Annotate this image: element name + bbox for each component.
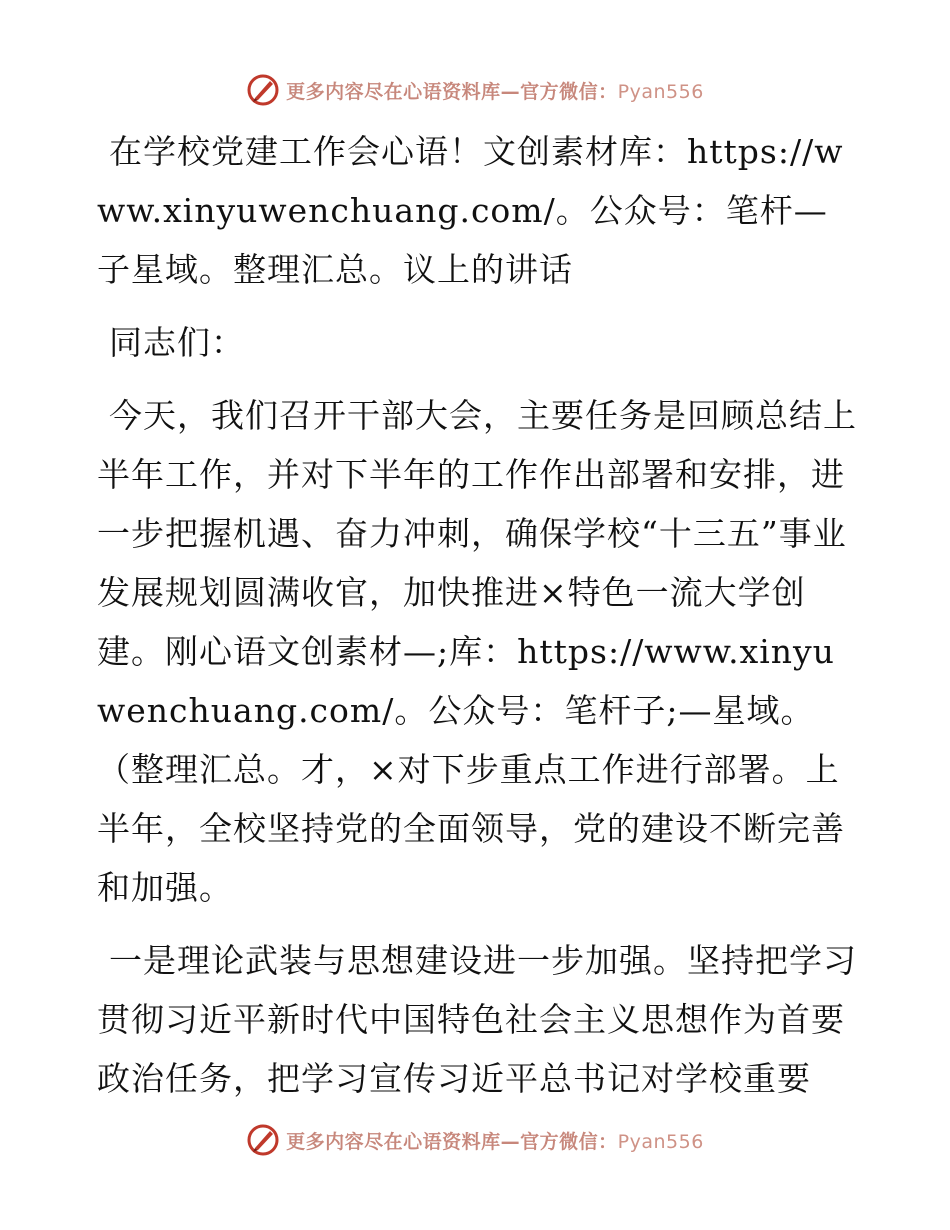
footer-banner-handle: Pyan556 bbox=[617, 1130, 704, 1153]
footer-banner-text bbox=[286, 1127, 704, 1154]
header-banner-label: 更多内容尽在心语资料库—官方微信： bbox=[286, 80, 618, 103]
paragraph-title: 在学校党建工作会心语！文创素材库：https://www.xinyuwenchuang.com/。公众号：笔杆—子星域。整理汇总。议上的讲话 bbox=[97, 132, 844, 289]
header-watermark-banner bbox=[0, 70, 950, 110]
paragraph-point-one: 一是理论武装与思想建设进一步加强。坚持把学习贯彻习近平新时代中国特色社会主义思想作为首要政治任务，把学习宣传习近平总书记对学校重要 bbox=[97, 941, 857, 1098]
footer-banner-label: 更多内容尽在心语资料库—官方微信： bbox=[286, 1130, 618, 1153]
header-banner-text bbox=[286, 77, 704, 104]
header-banner-handle: Pyan556 bbox=[617, 80, 704, 103]
quill-pen-logo-icon bbox=[246, 1123, 280, 1157]
paragraph-salutation: 同志们： bbox=[109, 323, 245, 362]
paragraph-intro: 今天，我们召开干部大会，主要任务是回顾总结上半年工作，并对下半年的工作作出部署和安排，进一步把握机遇、奋力冲刺，确保学校“十三五”事业发展规划圆满收官，加快推进×特色一流大学创建。刚心语文创素材—;库：https://www.xinyuwenchuang.com/。公众号：笔杆子;—星域。（整理汇总。才，×对下步重点工作进行部署。上半年，全校坚持党的全面领导，党的建设不断完善和加强。 bbox=[97, 396, 857, 907]
document-body bbox=[97, 122, 857, 1122]
quill-pen-logo-icon bbox=[246, 73, 280, 107]
footer-watermark-banner bbox=[0, 1120, 950, 1160]
